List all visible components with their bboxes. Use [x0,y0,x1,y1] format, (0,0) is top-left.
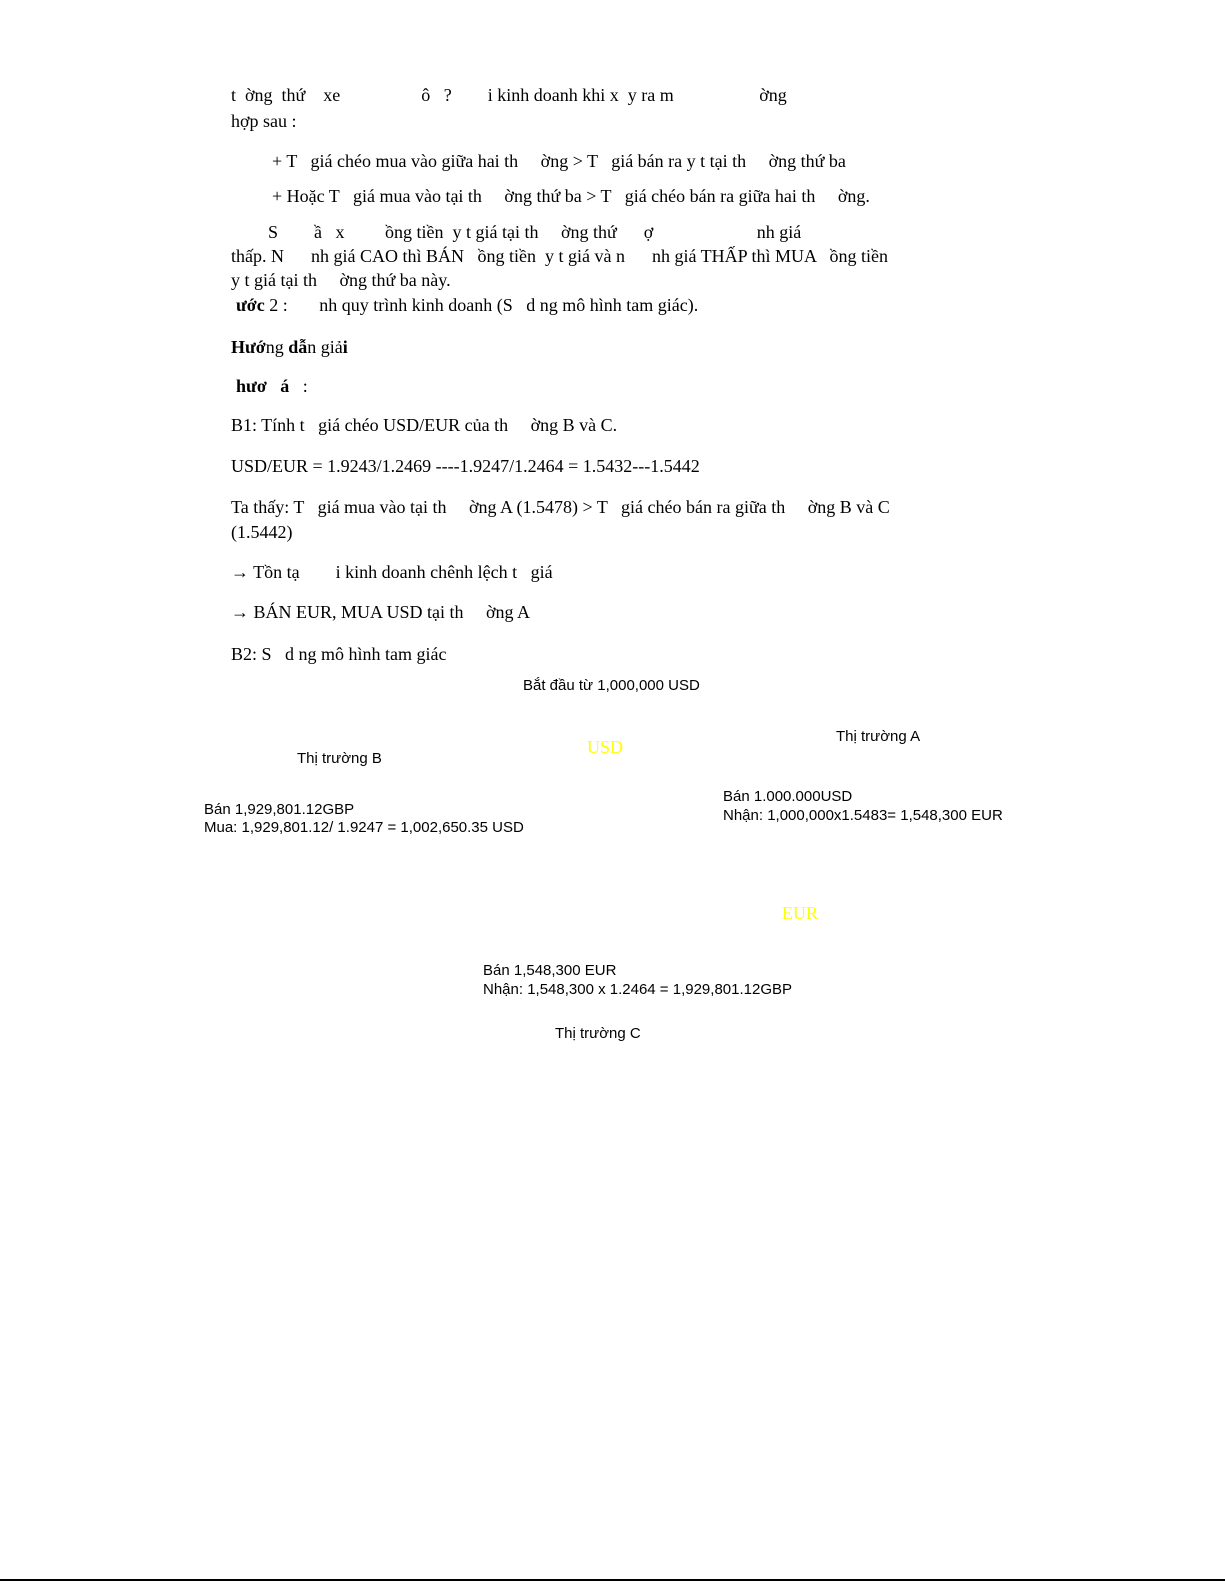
market-a-label: Thị trường A [836,728,921,745]
text-line: + Hoặc T giá mua vào tại th ờng thứ ba > T giá chéo bán ra giữa hai th ờng. [272,186,870,206]
text-line: thấp. N nh giá CAO thì BÁN ồng tiền y t giá và n nh giá THẤP thì MUA ồng tiền [231,246,888,266]
market-c-label: Thị trường C [555,1025,641,1042]
market-c-sell: Bán 1,548,300 EUR [483,962,617,979]
text-line: B1: Tính t giá chéo USD/EUR của th ờng B và C. [231,415,618,435]
usd-node-label: USD [587,737,624,757]
market-a-receive: Nhận: 1,000,000x1.5483= 1,548,300 EUR [723,807,1003,824]
text-line: Ta thấy: T giá mua vào tại th ờng A (1.5478) > T giá chéo bán ra giữa th ờng B và C [231,497,890,517]
diagram-start-label: Bắt đầu từ 1,000,000 USD [523,677,700,694]
heading-part: dẫ [288,337,308,357]
eur-node-label: EUR [782,903,818,923]
text-line: S ầ x ồng tiền y t giá tại th ờng thứ ợ nh giá [268,222,802,242]
step-heading-bold: ước [236,295,265,315]
step-heading [236,294,698,316]
text-line: USD/EUR = 1.9243/1.2469 ----1.9247/1.2464 = 1.5432---1.5442 [231,456,700,476]
heading-part: n giả [307,337,343,357]
market-a-sell: Bán 1.000.000USD [723,788,853,805]
heading-part: ng [265,337,289,357]
text-line: y t giá tại th ờng thứ ba này. [231,270,451,290]
text-line: + T giá chéo mua vào giữa hai th ờng > T giá bán ra y t tại th ờng thứ ba [272,151,846,171]
text-line: hợp sau : [231,111,297,131]
method-heading-rest: : [289,376,308,396]
market-c-receive: Nhận: 1,548,300 x 1.2464 = 1,929,801.12GBP [483,981,792,998]
heading-part: i [342,337,348,357]
heading-part: Hướ [231,337,266,357]
market-b-buy: Mua: 1,929,801.12/ 1.9247 = 1,002,650.35 USD [204,819,524,836]
text-line: → BÁN EUR, MUA USD tại th ờng A [231,602,531,622]
section-heading [231,336,348,358]
text-line: (1.5442) [231,522,293,542]
market-b-label: Thị trường B [297,750,382,767]
text-line: B2: S d ng mô hình tam giác [231,644,447,664]
market-b-sell: Bán 1,929,801.12GBP [204,801,355,818]
method-heading-bold: hươ á [236,376,290,396]
page-bottom-border [0,1579,1225,1581]
method-heading [236,375,308,397]
text-line: t ờng thứ xe ô ? i kinh doanh khi x y ra m ờng [231,85,787,105]
text-line: → Tồn tạ i kinh doanh chênh lệch t giá [231,562,553,582]
step-heading-rest: 2 : nh quy trình kinh doanh (S d ng mô hình tam giác). [264,295,699,315]
